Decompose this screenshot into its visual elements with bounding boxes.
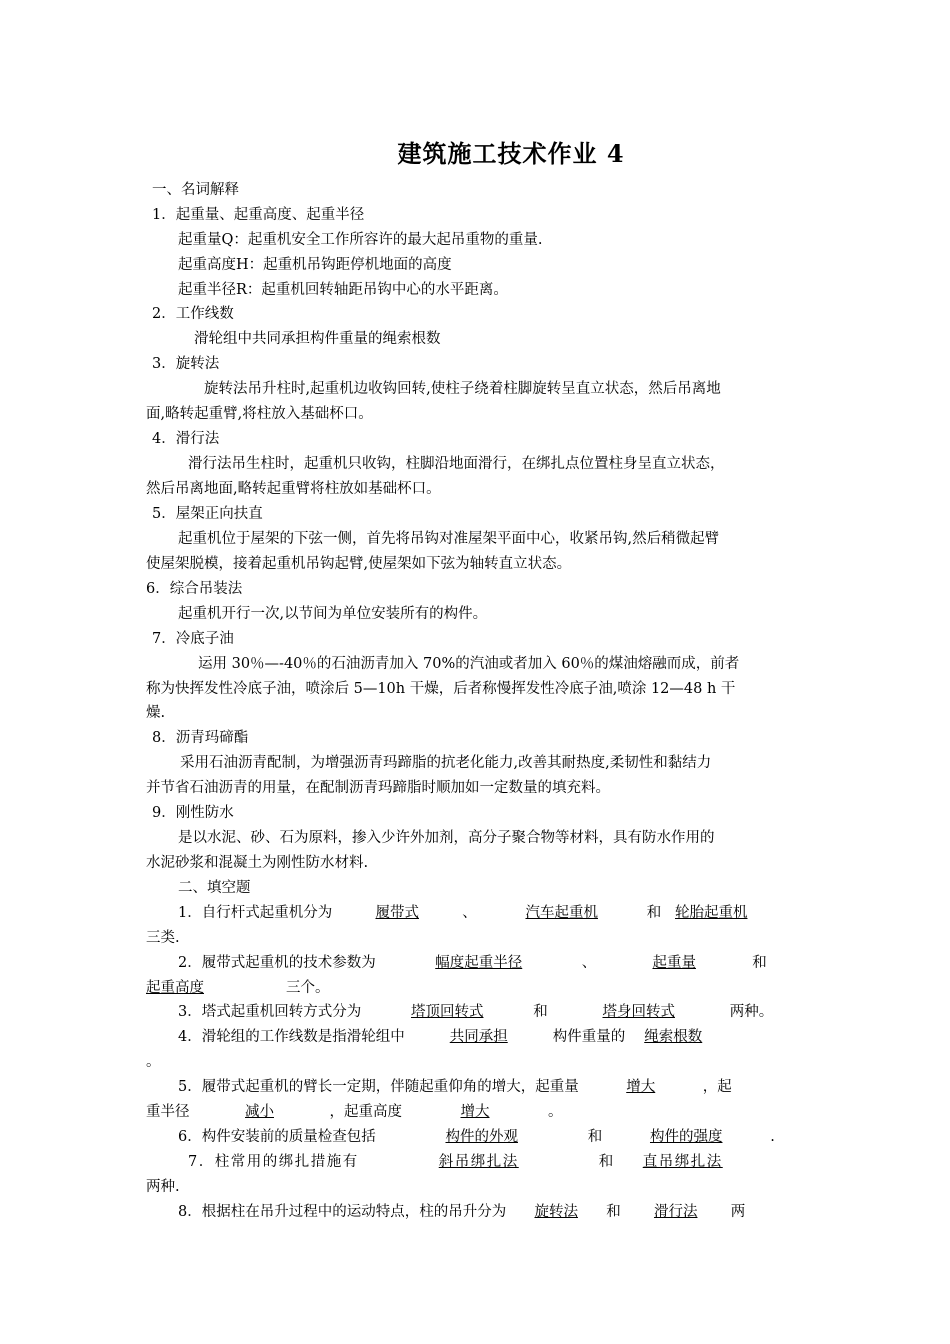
answer-blank: 增大 (626, 1079, 656, 1095)
document-title: 建筑施工技术作业 4 (397, 139, 625, 168)
answer-blank: 起重量 (652, 955, 696, 971)
answer-blank: 塔顶回转式 (410, 1004, 484, 1020)
term-5-heading: 5．屋架正向扶直 (152, 506, 263, 522)
term-1-heading: 1．起重量、起重高度、起重半径 (152, 207, 365, 223)
term-6-heading: 6．综合吊装法 (146, 581, 243, 597)
term-2-heading: 2．工作线数 (152, 306, 234, 322)
section-heading-2: 二、填空题 (178, 880, 251, 896)
fill-question-8: 8．根据柱在吊升过程中的运动特点，柱的吊升分为 旋转法 和 滑行法 两 (178, 1200, 810, 1221)
fill-question-1-cont: 三类. (146, 930, 180, 946)
term-9-heading: 9．刚性防水 (152, 805, 234, 821)
fill-question-7: 7．柱常用的绑扎措施有 斜吊绑扎法 和 直吊绑扎法 (188, 1150, 810, 1171)
term-6-line-1: 起重机开行一次,以节间为单位安装所有的构件。 (178, 606, 488, 622)
answer-blank: 轮胎起重机 (674, 905, 748, 921)
term-4-line-2: 然后吊离地面,略转起重臂将柱放如基础杯口。 (146, 481, 441, 497)
answer-blank: 滑行法 (653, 1204, 698, 1220)
answer-blank: 减小 (245, 1104, 274, 1120)
answer-blank: 汽车起重机 (525, 905, 598, 921)
fill-question-2: 2．履带式起重机的技术参数为 幅度起重半径 、 起重量 和 (178, 951, 810, 972)
fill-question-3: 3．塔式起重机回转方式分为 塔顶回转式 和 塔身回转式 两种。 (178, 1000, 810, 1021)
term-3-line-2: 面,略转起重臂,将柱放入基础杯口。 (146, 406, 373, 422)
answer-blank: 共同承担 (449, 1029, 508, 1045)
term-7-heading: 7．冷底子油 (152, 631, 234, 647)
term-3-line-1: 旋转法吊升柱时,起重机边收钩回转,使柱子绕着柱脚旋转呈直立状态，然后吊离地 (204, 381, 721, 397)
answer-blank: 幅度起重半径 (435, 955, 523, 971)
fill-question-4-cont: 。 (146, 1054, 161, 1070)
term-1-line-2: 起重高度H：起重机吊钩距停机地面的高度 (178, 257, 452, 273)
answer-blank: 构件的强度 (649, 1129, 723, 1145)
answer-blank: 旋转法 (534, 1204, 578, 1220)
answer-blank: 增大 (460, 1104, 490, 1120)
term-9-line-1: 是以水泥、砂、石为原料，掺入少许外加剂，高分子聚合物等材料，具有防水作用的 (178, 830, 715, 846)
fill-question-7-cont: 两种. (146, 1179, 180, 1195)
answer-blank: 绳索根数 (644, 1029, 703, 1045)
term-8-line-2: 并节省石油沥青的用量，在配制沥青玛蹄脂时顺加如一定数量的填充料。 (146, 780, 610, 796)
fill-question-5-cont: 重半径 减小 ，起重高度 增大 。 (146, 1100, 810, 1121)
term-5-line-2: 使屋架脱模，接着起重机吊钩起臂,使屋架如下弦为轴转直立状态。 (146, 556, 572, 572)
fill-question-1: 1．自行杆式起重机分为 履带式 、 汽车起重机 和 轮胎起重机 (178, 901, 810, 922)
section-heading-1: 一、名词解释 (152, 182, 239, 198)
term-2-line-1: 滑轮组中共同承担构件重量的绳索根数 (194, 331, 441, 347)
answer-blank: 斜吊绑扎法 (438, 1154, 519, 1170)
answer-blank: 履带式 (375, 905, 419, 921)
fill-question-6: 6．构件安装前的质量检查包括 构件的外观 和 构件的强度 . (178, 1125, 810, 1146)
term-4-line-1: 滑行法吊生柱时，起重机只收钩，柱脚沿地面滑行，在绑扎点位置柱身呈直立状态， (188, 456, 725, 472)
term-7-line-2: 称为快挥发性冷底子油，喷涂后 5—10h 干燥，后者称慢挥发性冷底子油,喷涂 12—48 h 干 (146, 681, 736, 697)
term-3-heading: 3．旋转法 (152, 356, 220, 372)
term-1-line-3: 起重半径R：起重机回转轴距吊钩中心的水平距离。 (178, 282, 508, 298)
term-9-line-2: 水泥砂浆和混凝土为刚性防水材料. (146, 855, 369, 871)
term-5-line-1: 起重机位于屋架的下弦一侧，首先将吊钩对准屋架平面中心，收紧吊钩,然后稍微起臂 (178, 531, 720, 547)
term-8-line-1: 采用石油沥青配制，为增强沥青玛蹄脂的抗老化能力,改善其耐热度,柔韧性和黏结力 (180, 755, 712, 771)
term-8-heading: 8．沥青玛碲酯 (152, 730, 249, 746)
answer-blank: 起重高度 (146, 980, 204, 996)
fill-question-5: 5．履带式起重机的臂长一定期，伴随起重仰角的增大，起重量 增大 ，起 (178, 1075, 810, 1096)
answer-blank: 直吊绑扎法 (642, 1154, 723, 1170)
term-7-line-3: 燥. (146, 705, 166, 721)
answer-blank: 构件的外观 (445, 1129, 518, 1145)
term-4-heading: 4．滑行法 (152, 431, 220, 447)
fill-question-4: 4．滑轮组的工作线数是指滑轮组中 共同承担 构件重量的 绳索根数 (178, 1025, 810, 1046)
term-1-line-1: 起重量Q：起重机安全工作所容许的最大起吊重物的重量. (178, 232, 543, 248)
fill-question-2-cont: 起重高度 三个。 (146, 976, 810, 997)
term-7-line-1: 运用 30％—-40％的石油沥青加入 70%的汽油或者加入 60％的煤油熔融而成，前者 (198, 656, 740, 672)
answer-blank: 塔身回转式 (602, 1004, 675, 1020)
